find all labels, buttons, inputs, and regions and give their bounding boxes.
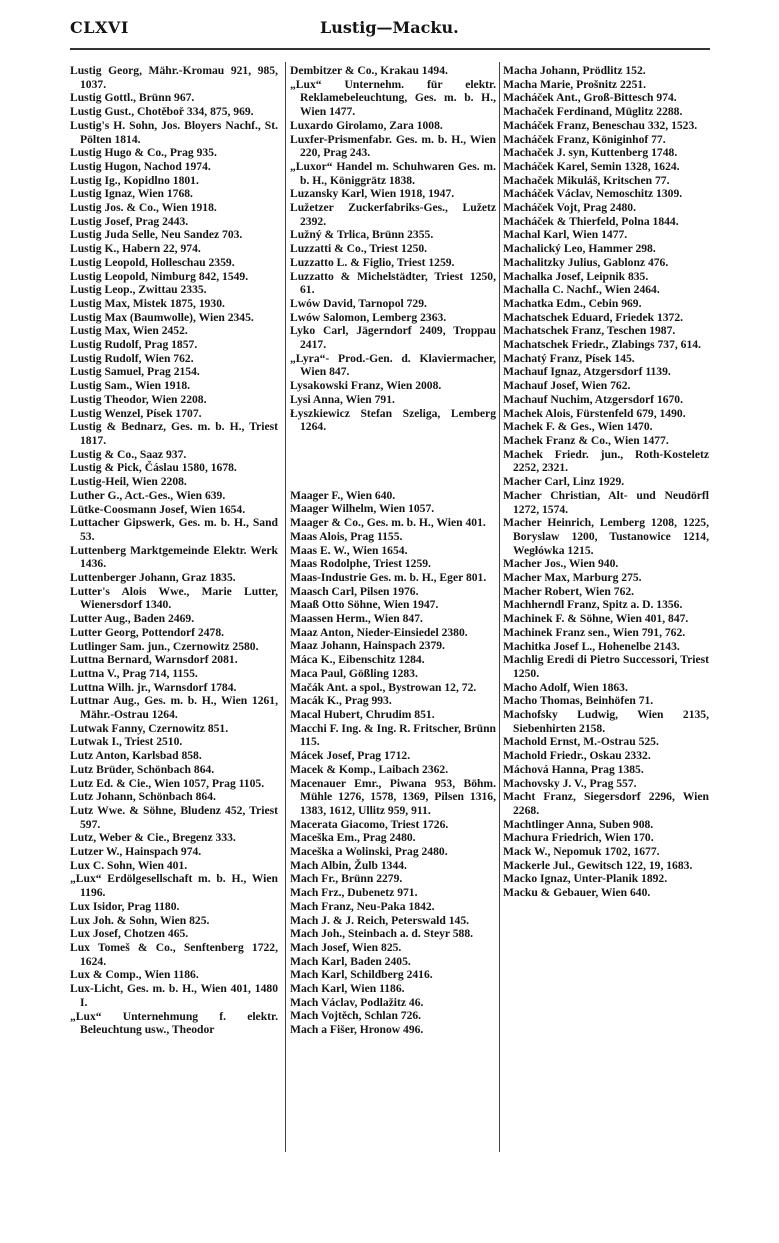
directory-entry: Lustig & Bednarz, Ges. m. b. H., Triest 1817.	[70, 420, 278, 447]
directory-entry: Machatschek Friedr., Zlabings 737, 614.	[503, 338, 701, 352]
directory-entry: Mácek Josef, Prag 1712.	[290, 749, 411, 763]
page-header	[70, 18, 710, 44]
directory-entry: Lutter Aug., Baden 2469.	[70, 612, 195, 626]
directory-entry: Machinek F. & Söhne, Wien 401, 847.	[503, 612, 689, 626]
directory-entry: Mach Fr., Brünn 2279.	[290, 872, 403, 886]
directory-entry: Maasch Carl, Pilsen 1976.	[290, 584, 419, 598]
directory-entry: Luther G., Act.-Ges., Wien 639.	[70, 488, 226, 502]
directory-entry: Lutter's Alois Wwe., Marie Lutter, Wienersdorf 1340.	[70, 584, 278, 612]
directory-entry: Lustig Ignaz, Wien 1768.	[70, 187, 193, 201]
directory-entry: Lutz Brüder, Schönbach 864.	[70, 762, 215, 776]
directory-entry: Maager Wilhelm, Wien 1057.	[290, 502, 435, 516]
directory-entry: Mach Joh., Steinbach a. d. Steyr 588.	[290, 927, 474, 941]
directory-entry: Luxardo Girolamo, Zara 1008.	[290, 118, 443, 132]
directory-entry: Luzansky Karl, Wien 1918, 1947.	[290, 187, 455, 201]
directory-entry: Luttenberg Marktgemeinde Elektr. Werk 1436.	[70, 543, 278, 571]
directory-entry: Macht Franz, Siegersdorf 2296, Wien 2268.	[503, 790, 709, 817]
directory-entry: „Luxor“ Handel m. Schuhwaren Ges. m. b. H., Königgrätz 1838.	[290, 159, 496, 187]
directory-entry: Lux Tomeš & Co., Senftenberg 1722, 1624.	[70, 941, 278, 968]
directory-entry: Máchová Hanna, Prag 1385.	[503, 762, 644, 776]
directory-entry: Lutlinger Sam. jun., Czernowitz 2580.	[70, 639, 259, 653]
directory-entry: Maassen Herm., Wien 847.	[290, 612, 423, 626]
directory-entry: Macku & Gebauer, Wien 640.	[503, 886, 651, 900]
directory-entry: Lutwak Fanny, Czernowitz 851.	[70, 721, 229, 735]
directory-entry: Luzzatto & Michelstädter, Triest 1250, 61.	[290, 269, 496, 297]
directory-entry: Lustig Hugo & Co., Prag 935.	[70, 146, 217, 160]
directory-entry: Machalický Leo, Hammer 298.	[503, 242, 656, 256]
directory-entry: Lutzer W., Hainspach 974.	[70, 845, 202, 859]
directory-entry: Lustig Juda Selle, Neu Sandez 703.	[70, 228, 243, 242]
directory-entry: Macerata Giacomo, Triest 1726.	[290, 817, 449, 831]
directory-entry: Lux C. Sohn, Wien 401.	[70, 858, 188, 872]
directory-entry: Macha Johann, Prödlitz 152.	[503, 64, 646, 77]
directory-entry: Macháček Karel, Semin 1328, 1624.	[503, 159, 680, 173]
column-gap	[290, 434, 496, 448]
directory-entry: Lustig Georg, Mähr.-Kromau 921, 985, 1037.	[70, 64, 278, 91]
directory-entry: Lutz Wwe. & Söhne, Bludenz 452, Triest 597.	[70, 803, 278, 831]
directory-entry: Mach J. & J. Reich, Peterswald 145.	[290, 913, 470, 927]
directory-entry: Maaß Otto Söhne, Wien 1947.	[290, 598, 439, 612]
column-2	[290, 64, 496, 1037]
directory-entry: Luttenberger Johann, Graz 1835.	[70, 571, 236, 585]
directory-entry: Machek Friedr. jun., Roth-Kosteletz 2252, 2321.	[503, 447, 709, 475]
directory-entry: Machinek Franz sen., Wien 791, 762.	[503, 625, 686, 639]
directory-entry: Maaz Anton, Nieder-Einsiedel 2380.	[290, 625, 468, 639]
directory-entry: „Lux“ Unternehm. für elektr. Reklamebeleuchtung, Ges. m. b. H., Wien 1477.	[290, 77, 496, 119]
directory-entry: Macha Marie, Prošnitz 2251.	[503, 77, 647, 91]
directory-entry: Mačák Ant. a spol., Bystrowan 12, 72.	[290, 680, 477, 694]
directory-entry: „Lyra“- Prod.-Gen. d. Klaviermacher, Wien 847.	[290, 351, 496, 379]
directory-entry: Łyszkiewicz Stefan Szeliga, Lemberg 1264.	[290, 406, 496, 434]
directory-entry: Lustig Leopold, Holleschau 2359.	[70, 255, 235, 269]
directory-entry: Lustig Sam., Wien 1918.	[70, 379, 191, 393]
directory-entry: Machovsky J. V., Prag 557.	[503, 776, 637, 790]
directory-entry: Luttacher Gipswerk, Ges. m. b. H., Sand 53.	[70, 516, 278, 543]
directory-entry: Mach Vojtěch, Schlan 726.	[290, 1009, 422, 1023]
directory-entry: „Lux“ Erdölgesellschaft m. b. H., Wien 1196.	[70, 872, 278, 900]
directory-entry: Macháček Ant., Groß-Bittesch 974.	[503, 91, 677, 105]
directory-entry: Lužetzer Zuckerfabriks-Ges., Lužetz 2392.	[290, 201, 496, 228]
page-title: Lustig—Macku.	[320, 18, 459, 37]
directory-entry: Machauf Nuchim, Atzgersdorf 1670.	[503, 392, 684, 406]
directory-entry: Machaček J. syn, Kuttenberg 1748.	[503, 146, 678, 160]
directory-entry: Machura Friedrich, Wien 170.	[503, 831, 654, 845]
directory-entry: Lux & Comp., Wien 1186.	[70, 968, 199, 982]
directory-entry: Luzzatti & Co., Triest 1250.	[290, 242, 428, 256]
directory-entry: Macher Christian, Alt- und Neudörfl 1272, 1574.	[503, 488, 709, 516]
directory-entry: Lustig Hugon, Nachod 1974.	[70, 159, 211, 173]
directory-entry: Lustig Wenzel, Písek 1707.	[70, 406, 202, 420]
directory-entry: Macher Jos., Wien 940.	[503, 557, 619, 571]
directory-entry: Machalitzky Julius, Gablonz 476.	[503, 255, 669, 269]
directory-entry: Lux Joh. & Sohn, Wien 825.	[70, 913, 210, 927]
directory-entry: Maager & Co., Ges. m. b. H., Wien 401.	[290, 516, 486, 530]
directory-entry: Lustig Samuel, Prag 2154.	[70, 365, 200, 379]
directory-entry: Machauf Josef, Wien 762.	[503, 379, 631, 393]
directory-entry: Dembitzer & Co., Krakau 1494.	[290, 64, 448, 77]
directory-entry: Machek Alois, Fürstenfeld 679, 1490.	[503, 406, 686, 420]
directory-entry: Lwów Salomon, Lemberg 2363.	[290, 310, 447, 324]
directory-entry: Lux Josef, Chotzen 465.	[70, 927, 189, 941]
directory-entry: Lysi Anna, Wien 791.	[290, 392, 395, 406]
directory-entry: Mach Albin, Žulb 1344.	[290, 858, 407, 872]
directory-entry: Lyko Carl, Jägerndorf 2409, Troppau 2417.	[290, 324, 496, 352]
directory-entry: Macek & Komp., Laibach 2362.	[290, 762, 449, 776]
directory-entry: Lux-Licht, Ges. m. b. H., Wien 401, 1480 I.	[70, 982, 278, 1009]
directory-entry: Mach Václav, Podlažitz 46.	[290, 995, 424, 1009]
directory-entry: Lustig Max, Mistek 1875, 1930.	[70, 296, 225, 310]
directory-entry: Macháček Václav, Nemoschitz 1309.	[503, 187, 683, 201]
directory-entry: Maas-Industrie Ges. m. b. H., Eger 801.	[290, 570, 487, 584]
page-number: CLXVI	[70, 18, 129, 37]
directory-entry: Macher Heinrich, Lemberg 1208, 1225, Boryslaw 1200, Tustanowice 1214, Wegłówka 1215.	[503, 516, 709, 557]
directory-entry: Macháček Vojt, Prag 2480.	[503, 201, 636, 215]
directory-entry: Lustig Rudolf, Prag 1857.	[70, 338, 198, 352]
directory-entry: Machatka Edm., Cebin 969.	[503, 296, 642, 310]
directory-entry: Mach Josef, Wien 825.	[290, 940, 402, 954]
header-rule	[70, 48, 710, 50]
directory-entry: Machold Friedr., Oskau 2332.	[503, 749, 651, 763]
column-gap	[290, 448, 496, 462]
directory-entry: Mackerle Jul., Gewitsch 122, 19, 1683.	[503, 858, 693, 872]
directory-entry: Machalla C. Nachf., Wien 2464.	[503, 283, 660, 297]
column-3	[503, 64, 709, 900]
directory-entry: Mach Karl, Baden 2405.	[290, 954, 411, 968]
directory-entry: Luzzatto L. & Figlio, Triest 1259.	[290, 255, 455, 269]
directory-entry: Machlig Eredi di Pietro Successori, Triest 1250.	[503, 653, 709, 680]
directory-entry: Lustig Gottl., Brünn 967.	[70, 91, 195, 105]
directory-entry: Maaz Johann, Hainspach 2379.	[290, 639, 445, 653]
directory-entry: Macal Hubert, Chrudim 851.	[290, 707, 435, 721]
directory-entry: Mach Karl, Schildberg 2416.	[290, 968, 433, 982]
directory-entry: „Lux“ Unternehmung f. elektr. Beleuchtung usw., Theodor	[70, 1009, 278, 1037]
directory-entry: Lustig Gust., Chotěboř 334, 875, 969.	[70, 105, 254, 119]
directory-entry: Machofsky Ludwig, Wien 2135, Siebenhirten 2158.	[503, 708, 709, 735]
directory-entry: Macháček Franz, Königinhof 77.	[503, 132, 666, 146]
directory-entry: Machitka Josef L., Hohenelbe 2143.	[503, 639, 680, 653]
directory-entry: Luttna Wilh. jr., Warnsdorf 1784.	[70, 680, 237, 694]
directory-entry: Lustig Rudolf, Wien 762.	[70, 351, 194, 365]
directory-entry: Lustig Theodor, Wien 2208.	[70, 392, 207, 406]
column-1	[70, 64, 278, 1037]
directory-entry: Macher Max, Marburg 275.	[503, 571, 642, 585]
directory-entry: Luttna Bernard, Warnsdorf 2081.	[70, 653, 238, 667]
directory-entry: Machherndl Franz, Spitz a. D. 1356.	[503, 598, 683, 612]
directory-entry: Machold Ernst, M.-Ostrau 525.	[503, 735, 659, 749]
directory-entry: Maas E. W., Wien 1654.	[290, 543, 408, 557]
directory-entry: Maager F., Wien 640.	[290, 488, 396, 502]
directory-entry: Macchi F. Ing. & Ing. R. Fritscher, Brünn 115.	[290, 721, 496, 749]
directory-entry: Lutz Anton, Karlsbad 858.	[70, 749, 202, 763]
column-divider-1	[285, 62, 286, 1152]
directory-entry: Machek F. & Ges., Wien 1470.	[503, 420, 653, 434]
directory-entry: Machalka Josef, Leipnik 835.	[503, 269, 649, 283]
directory-entry: Lustig Max, Wien 2452.	[70, 324, 188, 338]
directory-entry: Macher Carl, Linz 1929.	[503, 475, 625, 489]
directory-entry: Lutter Georg, Pottendorf 2478.	[70, 625, 225, 639]
directory-entry: Lysakowski Franz, Wien 2008.	[290, 379, 442, 393]
directory-entry: Mach Karl, Wien 1186.	[290, 982, 405, 996]
directory-entry: Maceška a Wolinski, Prag 2480.	[290, 845, 448, 859]
directory-entry: Mach Franz, Neu-Paka 1842.	[290, 899, 435, 913]
directory-entry: Lustig K., Habern 22, 974.	[70, 242, 201, 256]
directory-entry: Macho Thomas, Beinhöfen 71.	[503, 694, 654, 708]
directory-entry: Lužný & Trlica, Brünn 2355.	[290, 228, 434, 242]
directory-entry: Luttnar Aug., Ges. m. b. H., Wien 1261, Mähr.-Ostrau 1264.	[70, 694, 278, 722]
directory-entry: Lütke-Coosmann Josef, Wien 1654.	[70, 502, 246, 516]
directory-entry: Machaček Ferdinand, Müglitz 2288.	[503, 105, 683, 119]
column-divider-2	[499, 62, 500, 1152]
directory-entry: Lutz, Weber & Cie., Bregenz 333.	[70, 831, 236, 845]
directory-entry: Lux Isidor, Prag 1180.	[70, 899, 180, 913]
directory-entry: Mach a Fišer, Hronow 496.	[290, 1023, 424, 1037]
directory-entry: Lustig Josef, Prag 2443.	[70, 214, 189, 228]
directory-entry: Luttna V., Prag 714, 1155.	[70, 666, 198, 680]
directory-entry: Machek Franz & Co., Wien 1477.	[503, 433, 669, 447]
column-gap	[290, 461, 496, 475]
directory-entry: Lustig Leop., Zwittau 2335.	[70, 283, 207, 297]
directory-entry: Macho Adolf, Wien 1863.	[503, 680, 628, 694]
directory-entry: Lustig-Heil, Wien 2208.	[70, 475, 187, 489]
directory-entry: Máca K., Eibenschitz 1284.	[290, 653, 425, 667]
directory-entry: Lwów David, Tarnopol 729.	[290, 296, 427, 310]
directory-entry: Lustig & Pick, Čáslau 1580, 1678.	[70, 461, 237, 475]
directory-entry: Luxfer-Prismenfabr. Ges. m. b. H., Wien 220, Prag 243.	[290, 132, 496, 160]
directory-entry: Lustig Leopold, Nimburg 842, 1549.	[70, 269, 249, 283]
directory-entry: Lustig Max (Baumwolle), Wien 2345.	[70, 310, 254, 324]
directory-entry: Maceška Em., Prag 2480.	[290, 831, 416, 845]
directory-entry: Lutwak I., Triest 2510.	[70, 735, 183, 749]
directory-entry: Lutz Johann, Schönbach 864.	[70, 790, 216, 804]
directory-entry: Macenauer Emr., Piwana 953, Böhm. Mühle 1276, 1578, 1369, Pilsen 1316, 1383, 1612, Ullitz 959, 911.	[290, 776, 496, 817]
directory-entry: Maas Rodolphe, Triest 1259.	[290, 557, 431, 571]
directory-entry: Mach Frz., Dubenetz 971.	[290, 886, 418, 900]
directory-entry: Lutz Ed. & Cie., Wien 1057, Prag 1105.	[70, 776, 265, 790]
directory-entry: Macko Ignaz, Unter-Planik 1892.	[503, 872, 668, 886]
directory-entry: Machaček Mikuláš, Kritschen 77.	[503, 173, 670, 187]
directory-entry: Maca Paul, Gößling 1283.	[290, 666, 418, 680]
directory-entry: Lustig & Co., Saaz 937.	[70, 447, 187, 461]
directory-entry: Machatschek Franz, Teschen 1987.	[503, 324, 676, 338]
directory-entry: Maas Alois, Prag 1155.	[290, 529, 403, 543]
directory-entry: Macháček & Thierfeld, Polna 1844.	[503, 214, 679, 228]
directory-entry: Macháček Franz, Beneschau 332, 1523.	[503, 118, 698, 132]
directory-entry: Machtlinger Anna, Suben 908.	[503, 817, 654, 831]
directory-entry: Lustig Jos. & Co., Wien 1918.	[70, 201, 217, 215]
directory-entry: Machauf Ignaz, Atzgersdorf 1139.	[503, 365, 671, 379]
column-gap	[290, 475, 496, 489]
directory-entry: Mack W., Nepomuk 1702, 1677.	[503, 845, 660, 859]
directory-entry: Macher Robert, Wien 762.	[503, 584, 635, 598]
directory-entry: Machatschek Eduard, Friedek 1372.	[503, 310, 684, 324]
directory-entry: Lustig Ig., Kopidlno 1801.	[70, 173, 199, 187]
directory-entry: Lustig's H. Sohn, Jos. Bloyers Nachf., St. Pölten 1814.	[70, 118, 278, 146]
directory-entry: Machal Karl, Wien 1477.	[503, 228, 628, 242]
directory-entry: Machatý Franz, Písek 145.	[503, 351, 635, 365]
directory-entry: Macák K., Prag 993.	[290, 694, 392, 708]
